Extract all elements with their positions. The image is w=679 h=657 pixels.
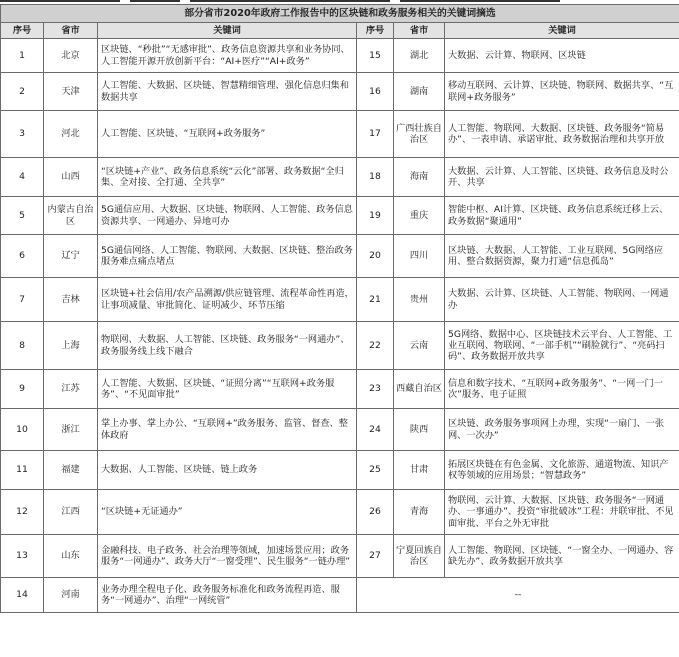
- row-number: 10: [1, 409, 44, 451]
- keywords-cell: 大数据、云计算、区块链、人工智能、物联网、一网通办: [445, 278, 679, 322]
- keywords-cell: 物联网、云计算、大数据、区块链、政务服务“一网通办、一事通办”、投资“审批破冰”工程：并联审批、不见面审批、平台之外无审批: [445, 490, 679, 535]
- header-no: 序号: [357, 23, 394, 39]
- table-row: [1, 451, 679, 490]
- keywords-cell: “区块链+无证通办”: [98, 490, 357, 535]
- row-number: 16: [357, 73, 394, 111]
- row-number: 12: [1, 490, 44, 535]
- table-row: [1, 535, 679, 578]
- keywords-cell: 移动互联网、云计算、区块链、物联网、数据共享、“互联网+政务服务”: [445, 73, 679, 111]
- province-cell: 上海: [44, 322, 98, 370]
- province-cell: 甘肃: [394, 451, 445, 490]
- province-cell: 宁夏回族自治区: [394, 535, 445, 578]
- row-number: 14: [1, 578, 44, 613]
- province-cell: 青海: [394, 490, 445, 535]
- keywords-cell: 掌上办事、掌上办公、“互联网+”政务服务、监管、督查、整体政府: [98, 409, 357, 451]
- table-row: [1, 370, 679, 409]
- province-cell: 山西: [44, 158, 98, 197]
- keywords-cell: 区块链、“秒批”“无感审批”、政务信息资源共享和业务协同、人工智能开源开放创新平台：“AI+医疗”“AI+政务”: [98, 39, 357, 73]
- province-cell: 江苏: [44, 370, 98, 409]
- row-number: 17: [357, 111, 394, 158]
- header-no: 序号: [1, 23, 44, 39]
- keywords-cell: 大数据、人工智能、区块链、链上政务: [98, 451, 357, 490]
- province-cell: 陕西: [394, 409, 445, 451]
- row-number: 7: [1, 278, 44, 322]
- province-cell: 西藏自治区: [394, 370, 445, 409]
- province-cell: 云南: [394, 322, 445, 370]
- keywords-cell: 人工智能、大数据、区块链、“证照分离”“互联网+政务服务”、“不见面审批”: [98, 370, 357, 409]
- keywords-cell: 拓展区块链在有色金属、文化旅游、通道物流、知识产权等领域的应用场景；“智慧政务”: [445, 451, 679, 490]
- header-keywords: 关键词: [98, 23, 357, 39]
- province-cell: 四川: [394, 235, 445, 278]
- row-number: 2: [1, 73, 44, 111]
- province-cell: 湖北: [394, 39, 445, 73]
- keywords-cell: 大数据、云计算、物联网、区块链: [445, 39, 679, 73]
- row-number: 6: [1, 235, 44, 278]
- table-row: [1, 322, 679, 370]
- row-number: 18: [357, 158, 394, 197]
- empty-cell: --: [357, 578, 679, 613]
- keywords-cell: “区块链+产业”、政务信息系统“云化”部署、政务数据“全归集、全对接、全打通、全共享”: [98, 158, 357, 197]
- row-number: 23: [357, 370, 394, 409]
- province-cell: 湖南: [394, 73, 445, 111]
- province-cell: 广西壮族自治区: [394, 111, 445, 158]
- row-number: 13: [1, 535, 44, 578]
- row-number: 19: [357, 197, 394, 235]
- keywords-cell: 业务办理全程电子化、政务服务标准化和政务流程再造、服务“一网通办”、治理“一网统管”: [98, 578, 357, 613]
- table-row: [1, 158, 679, 197]
- row-number: 5: [1, 197, 44, 235]
- row-number: 24: [357, 409, 394, 451]
- table-row: [1, 578, 679, 613]
- province-cell: 江西: [44, 490, 98, 535]
- keywords-cell: 5G网络、数据中心、区块链技术云平台、人工智能、工业互联网、物联网、“一部手机”“刷脸就行”、“亮码扫码”、政务数据开放共享: [445, 322, 679, 370]
- keywords-cell: 5G通信应用、大数据、区块链、物联网、人工智能、政务信息资源共享、一网通办、异地可办: [98, 197, 357, 235]
- row-number: 3: [1, 111, 44, 158]
- keywords-cell: 人工智能、物联网、区块链、“一窗全办、一网通办、容缺先办”、政务数据开放共享: [445, 535, 679, 578]
- row-number: 20: [357, 235, 394, 278]
- keywords-cell: 物联网、大数据、人工智能、区块链、政务服务“一网通办”、政务服务线上线下融合: [98, 322, 357, 370]
- province-cell: 吉林: [44, 278, 98, 322]
- table-row: [1, 235, 679, 278]
- keywords-cell: 信息和数字技术、“互联网+政务服务”、“一网一门一次”服务、电子证照: [445, 370, 679, 409]
- keywords-cell: 区块链、政务服务事项网上办理，实现“一扇门、一张网、一次办”: [445, 409, 679, 451]
- province-cell: 海南: [394, 158, 445, 197]
- row-number: 11: [1, 451, 44, 490]
- province-cell: 内蒙古自治区: [44, 197, 98, 235]
- table-row: [1, 39, 679, 73]
- keywords-cell: 区块链+社会信用/农产品溯源/供应链管理、流程革命性再造，让事项减量、审批简化、证明减少、环节压缩: [98, 278, 357, 322]
- province-cell: 重庆: [394, 197, 445, 235]
- row-number: 15: [357, 39, 394, 73]
- province-cell: 山东: [44, 535, 98, 578]
- keywords-cell: 智能中枢、AI计算、区块链、政务信息系统迁移上云、政务数据“聚通用”: [445, 197, 679, 235]
- keywords-cell: 金融科技、电子政务、社会治理等领域，加速场景应用；政务服务“一网通办”、政务大厅“一窗受理”、民生服务“一链办理”: [98, 535, 357, 578]
- table-body: [1, 39, 679, 613]
- table-row: [1, 73, 679, 111]
- province-cell: 辽宁: [44, 235, 98, 278]
- row-number: 9: [1, 370, 44, 409]
- row-number: 1: [1, 39, 44, 73]
- table-row: [1, 278, 679, 322]
- province-cell: 贵州: [394, 278, 445, 322]
- row-number: 21: [357, 278, 394, 322]
- keywords-cell: 大数据、云计算、人工智能、区块链、政务信息及时公开、共享: [445, 158, 679, 197]
- row-number: 26: [357, 490, 394, 535]
- keywords-cell: 人工智能、物联网、大数据、区块链、政务服务“简易办”、一表申请、承诺审批、政务数据治理和共享开放: [445, 111, 679, 158]
- table-row: [1, 197, 679, 235]
- row-number: 8: [1, 322, 44, 370]
- table-row: [1, 490, 679, 535]
- province-cell: 河北: [44, 111, 98, 158]
- header-province: 省市: [394, 23, 445, 39]
- keywords-cell: 人工智能、大数据、区块链、智慧精细管理、强化信息归集和数据共享: [98, 73, 357, 111]
- row-number: 22: [357, 322, 394, 370]
- row-number: 4: [1, 158, 44, 197]
- province-cell: 北京: [44, 39, 98, 73]
- keywords-cell: 区块链、大数据、人工智能、工业互联网、5G网络应用、整合数据资源，聚力打通“信息孤岛”: [445, 235, 679, 278]
- province-cell: 浙江: [44, 409, 98, 451]
- row-number: 27: [357, 535, 394, 578]
- keyword-table: [0, 4, 679, 613]
- keywords-cell: 人工智能、区块链、“互联网+政务服务”: [98, 111, 357, 158]
- keywords-cell: 5G通信网络、人工智能、物联网、大数据、区块链、整治政务服务难点痛点堵点: [98, 235, 357, 278]
- province-cell: 河南: [44, 578, 98, 613]
- row-number: 25: [357, 451, 394, 490]
- header-province: 省市: [44, 23, 98, 39]
- table-title: 部分省市2020年政府工作报告中的区块链和政务服务相关的关键词摘选: [1, 5, 679, 23]
- province-cell: 天津: [44, 73, 98, 111]
- table-row: [1, 111, 679, 158]
- table-row: [1, 409, 679, 451]
- province-cell: 福建: [44, 451, 98, 490]
- header-keywords: 关键词: [445, 23, 679, 39]
